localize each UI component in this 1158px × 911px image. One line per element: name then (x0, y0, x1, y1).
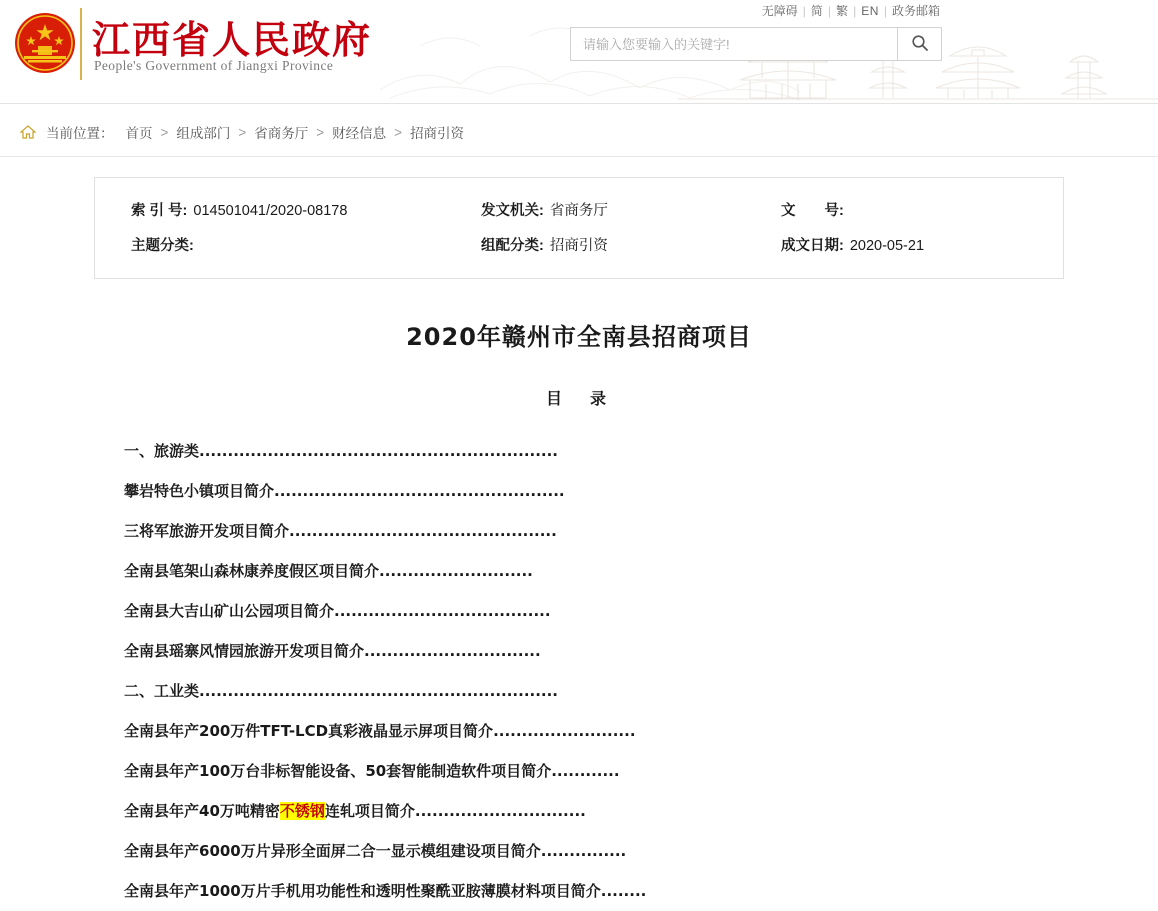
toc-dots: ............................................................... (199, 682, 559, 700)
meta-document-number (781, 199, 1027, 220)
toc-item[interactable] (124, 831, 1064, 871)
search-input[interactable] (571, 28, 899, 60)
link-government-mail[interactable]: 政务邮箱 (891, 4, 940, 18)
toc-dots: ............... (540, 842, 627, 860)
site-header (0, 0, 1158, 104)
meta-key: 主题分类: (131, 238, 194, 254)
link-english[interactable]: EN (861, 4, 879, 18)
page-content (0, 177, 1158, 911)
toc-dots: ............................................... (289, 522, 557, 540)
meta-index-number (131, 199, 481, 220)
toc-item-label: 全南县年产6000万片异形全面屏二合一显示模组建设项目简介 (124, 842, 541, 860)
meta-issuing-agency (481, 199, 781, 220)
page-title: 2020年赣州市全南县招商项目 (406, 323, 752, 351)
toc-item-label: 全南县大吉山矿山公园项目简介 (124, 602, 335, 620)
breadcrumb-bar (0, 104, 1158, 157)
document-meta-table (94, 177, 1064, 279)
toc-item[interactable] (124, 871, 1064, 911)
search-box (570, 27, 942, 61)
meta-key: 发文机关: (481, 203, 544, 219)
toc-item-label: 一、旅游类 (124, 442, 200, 460)
toc-heading: 目 录 (545, 389, 612, 408)
link-accessibility[interactable]: 无障碍 (761, 4, 798, 18)
toc-item-label-after: 连轧项目简介 (324, 802, 415, 820)
breadcrumb-item-commerce-dept[interactable]: 省商务厅 (254, 126, 309, 141)
toc-dots: ...................................... (334, 602, 551, 620)
link-separator: | (802, 4, 806, 18)
link-separator: | (883, 4, 887, 18)
home-icon[interactable] (20, 124, 36, 140)
link-separator: | (827, 4, 832, 18)
breadcrumb-separator: > (316, 124, 325, 140)
breadcrumb-separator: > (160, 124, 169, 140)
meta-key: 文 号: (781, 203, 844, 219)
toc-item[interactable] (124, 751, 1064, 791)
toc-dots: ........................... (379, 562, 533, 580)
brand-divider (80, 8, 82, 80)
toc-item-label: 攀岩特色小镇项目简介 (124, 482, 275, 500)
toc-dots: ......................... (493, 722, 636, 740)
toc-item[interactable] (124, 551, 1064, 591)
toc-item-label: 全南县瑶寨风情园旅游开发项目简介 (124, 642, 365, 660)
breadcrumb-item-departments[interactable]: 组成部门 (176, 126, 231, 141)
toc-item-label: 全南县年产100万台非标智能设备、50套智能制造软件项目简介 (124, 762, 552, 780)
toc-dots: ............ (551, 762, 620, 780)
breadcrumb-separator: > (394, 124, 403, 140)
national-emblem-icon (14, 12, 76, 74)
toc-dots: ........ (600, 882, 647, 900)
toc-item-label: 三将军旅游开发项目简介 (124, 522, 290, 540)
toc-dots: ............................... (364, 642, 541, 660)
meta-row (131, 227, 1027, 262)
link-simplified[interactable]: 简 (810, 4, 823, 18)
toc-item[interactable] (124, 511, 1064, 551)
toc-item-label: 全南县年产1000万片手机用功能性和透明性聚酰亚胺薄膜材料项目简介 (124, 882, 601, 900)
toc-dots: ................................................... (274, 482, 565, 500)
meta-key: 索 引 号: (131, 203, 188, 219)
breadcrumb-label: 当前位置： (46, 126, 114, 141)
toc-item[interactable] (124, 711, 1064, 751)
link-separator: | (853, 4, 857, 18)
toc-item[interactable] (124, 471, 1064, 511)
top-utility-links (760, 2, 942, 19)
breadcrumb-item-investment[interactable]: 招商引资 (410, 126, 465, 141)
brand-title-en: People's Government of Jiangxi Province (94, 58, 334, 73)
meta-key: 成文日期: (781, 238, 844, 254)
meta-value: 省商务厅 (549, 203, 608, 219)
brand-title-cn: 江西省人民政府 (92, 18, 373, 62)
meta-value: 招商引资 (549, 238, 608, 254)
toc-item-label: 全南县笔架山森林康养度假区项目简介 (124, 562, 380, 580)
toc-item[interactable] (124, 631, 1064, 671)
toc-item-label: 二、工业类 (124, 682, 200, 700)
breadcrumb-item-finance-info[interactable]: 财经信息 (332, 126, 387, 141)
breadcrumb (20, 122, 464, 142)
meta-value: 014501041/2020-08178 (193, 203, 348, 219)
toc-list (94, 431, 1064, 911)
toc-item-highlighted[interactable] (124, 791, 1064, 831)
meta-publish-date (781, 234, 1027, 255)
toc-item[interactable] (124, 591, 1064, 631)
toc-dots: ............................................................... (199, 442, 559, 460)
meta-topic-category (131, 234, 481, 255)
breadcrumb-item-home[interactable]: 首页 (125, 126, 153, 141)
meta-value: 2020-05-21 (849, 238, 925, 254)
toc-item-label-before: 全南县年产40万吨精密 (124, 802, 280, 820)
toc-item[interactable] (124, 431, 1064, 471)
search-highlight: 不锈钢 (279, 802, 325, 820)
meta-row (131, 192, 1027, 227)
meta-key: 组配分类: (481, 238, 544, 254)
link-traditional[interactable]: 繁 (836, 4, 849, 18)
toc-dots: .............................. (414, 802, 586, 820)
meta-group-category (481, 234, 781, 255)
search-icon (911, 34, 929, 52)
search-button[interactable] (897, 28, 941, 60)
breadcrumb-separator: > (238, 124, 247, 140)
toc-item[interactable] (124, 671, 1064, 711)
toc-item-label: 全南县年产200万件TFT-LCD真彩液晶显示屏项目简介 (124, 722, 494, 740)
